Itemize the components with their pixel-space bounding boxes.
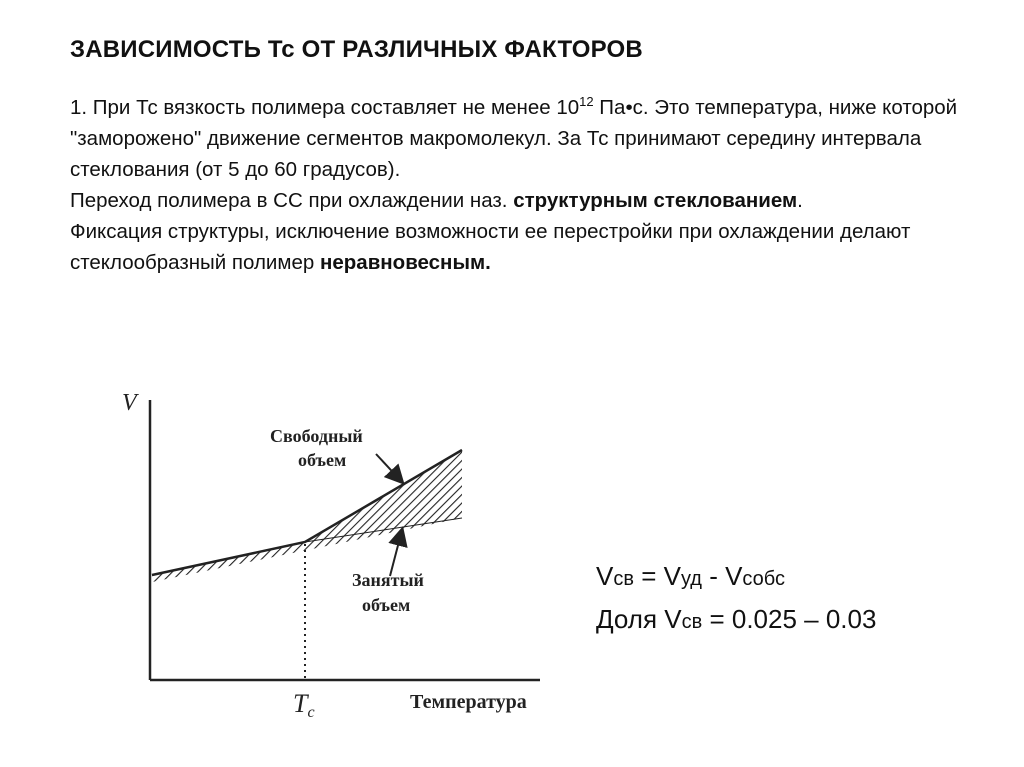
paragraph-tc-definition — [70, 92, 970, 185]
formula-fraction-prefix: Доля — [596, 604, 665, 634]
slide-body — [70, 92, 970, 278]
slide-title: ЗАВИСИМОСТЬ Тс ОТ РАЗЛИЧНЫХ ФАКТОРОВ — [70, 36, 643, 63]
paragraph-structural-glass — [70, 185, 970, 216]
tc-label-t: T — [293, 689, 308, 718]
formula-fraction-sub: св — [681, 611, 703, 633]
formula-v-free: V — [596, 561, 614, 591]
free-volume-label-line2: объем — [298, 450, 347, 470]
free-volume-formula — [596, 556, 876, 642]
paragraph-2-text-b: . — [797, 189, 803, 212]
y-axis-label: V — [122, 390, 137, 416]
paragraph-3-text-a: Фиксация структуры, исключение возможности ее перестройки при охлаждении делают стеклообразный полимер — [70, 220, 911, 274]
tc-label-subscript: c — [307, 704, 315, 721]
tc-label — [293, 689, 315, 721]
free-volume-label-line1: Свободный — [270, 426, 363, 446]
exponent: 12 — [579, 94, 594, 110]
formula-sub-specific: уд — [680, 568, 702, 590]
formula-minus: - — [701, 561, 726, 591]
paragraph-2-text-a: Переход полимера в СС при охлаждении наз. — [70, 189, 514, 212]
formula-equals: = — [633, 561, 664, 591]
formula-fraction-value: = 0.025 – 0.03 — [702, 604, 877, 634]
volume-temperature-diagram — [100, 372, 560, 732]
occupied-volume-label-line1: Занятый — [352, 570, 424, 590]
formula-fraction-v: V — [664, 604, 682, 634]
term-structural-vitrification: структурным стеклованием — [513, 189, 798, 212]
paragraph-1-text-a: 1. При Тс вязкость полимера составляет не менее 10 — [70, 96, 580, 119]
formula-v-own: V — [725, 561, 743, 591]
x-axis-label: Температура — [410, 691, 527, 713]
paragraph-1-text-b: Па•с. Это температура, ниже которой "заморожено" движение сегментов макромолекул. За Тс принимают середину интервала стеклования (от 5 до 60 градусов). — [70, 96, 958, 181]
formula-line-2 — [596, 599, 876, 642]
free-volume-arrow — [376, 454, 402, 482]
formula-sub-free: св — [613, 568, 634, 590]
term-nonequilibrium: неравновесным. — [319, 251, 491, 274]
formula-v-specific: V — [663, 561, 681, 591]
occupied-volume-label-line2: объем — [362, 595, 411, 615]
formula-sub-own: собс — [742, 568, 785, 590]
formula-line-1 — [596, 556, 876, 599]
paragraph-nonequilibrium — [70, 216, 970, 278]
